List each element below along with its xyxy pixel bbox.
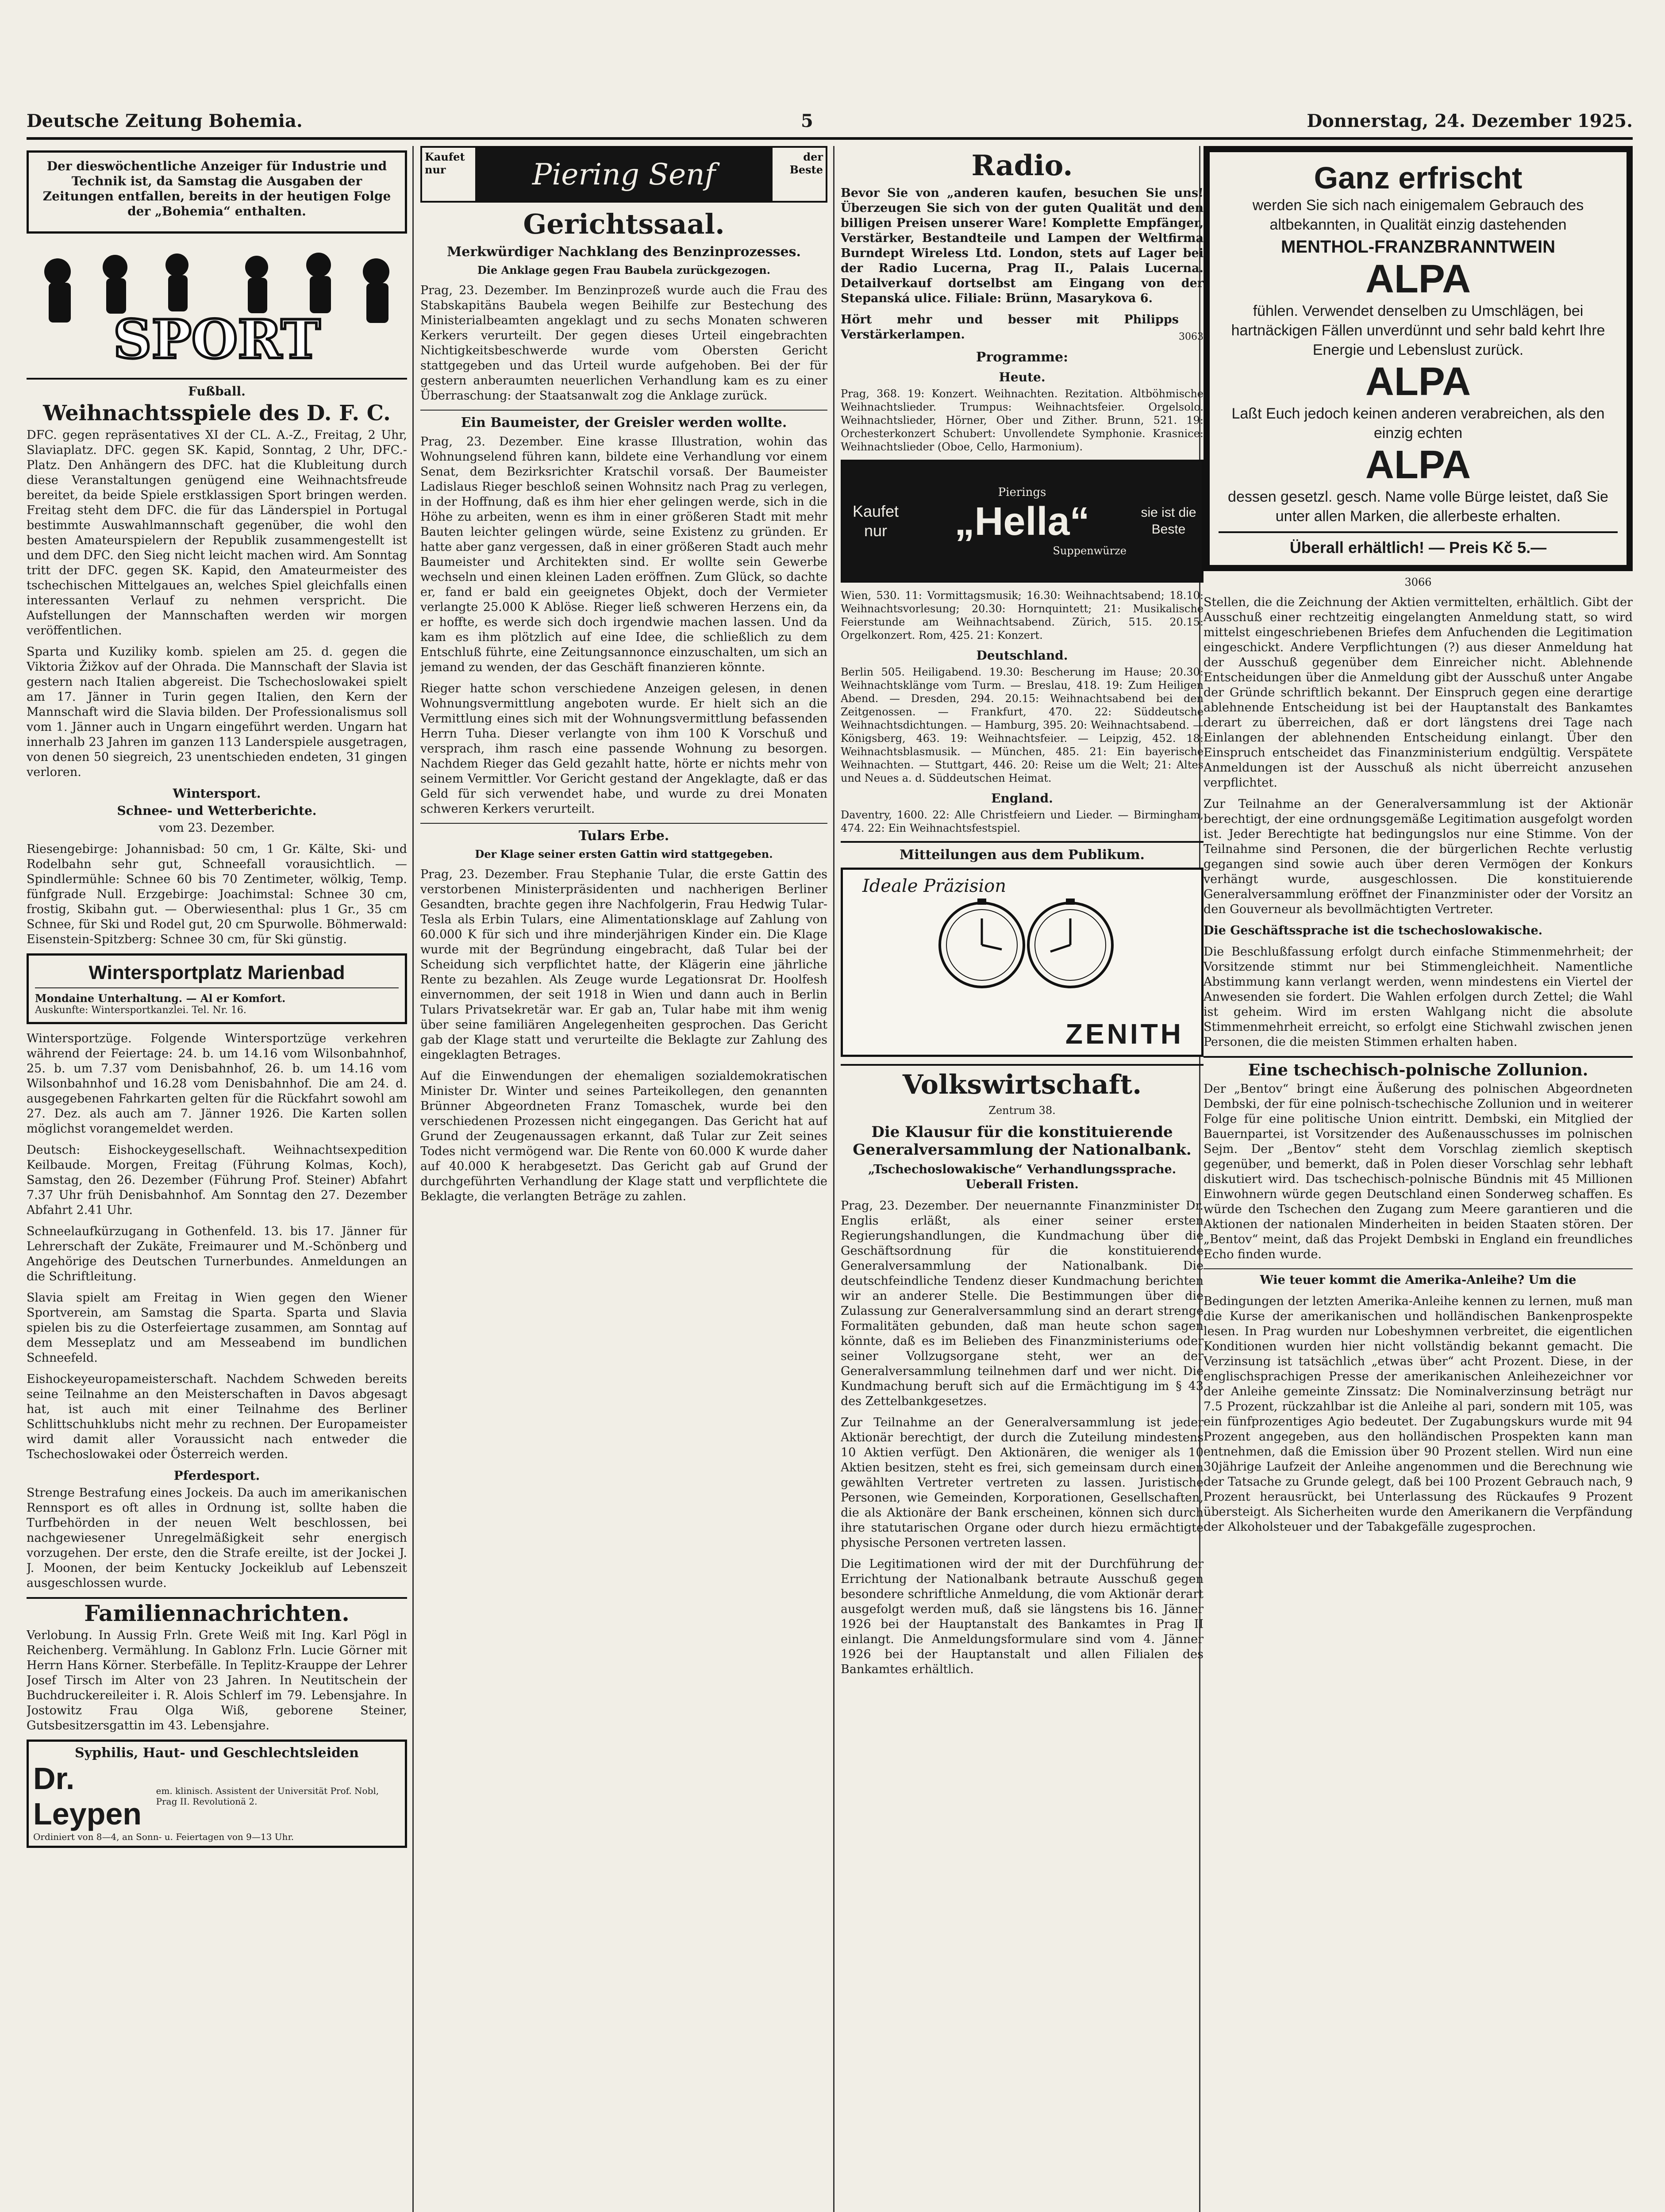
eishockey-article: Eishockeyeuropameisterschaft. Nachdem Schweden bereits seine Teilnahme an den Meisterschaften in Davos abgesagt hat, ist auch mit einer Teilnahme des Berliner Schlittschuhklubs nicht mehr zu rechnen. Der Europameister wird damit aller Voraussicht nach entweder die Tschechoslowakei oder Österreich werden. — [27, 1372, 407, 1461]
wintersport-report: Riesengebirge: Johannisbad: 50 cm, 1 Gr. Kälte, Ski- und Rodelbahn sehr gut, Schneefall vorausichtlich. — Spindlermühle: Schnee 60 bis 70 Zentimeter, wölkig, Temp. fünfgrade Null. Erzgebirge: Joachimstal: Schnee 30 cm, frostig, Skibahn gut. — Oberwiesenthal: plus 1 Gr., 35 cm Schnee, für Ski und Rodel gut, 20 cm Spurwolle. Böhmerwald: Eisenstein-Spitzberg: Schnee 30 cm, für Ski günstig. — [27, 842, 407, 946]
page-number: 5 — [801, 111, 813, 131]
heute-label: Heute. — [999, 370, 1046, 384]
anzeiger-notice: Der dieswöchentliche Anzeiger für Industrie und Technik ist, da Samstag die Ausgaben der Zeitungen entfallen, bereits in der heutigen Folge der „Bohemia“ enthalten. — [42, 159, 391, 219]
alpa-product: MENTHOL-FRANZBRANNTWEIN — [1281, 237, 1555, 257]
newspaper-name: Deutsche Zeitung Bohemia. — [27, 111, 303, 131]
sparta-article: Sparta und Kuziliky komb. spielen am 25. d. gegen die Viktoria Žižkov auf der Ohrada. Die Mannschaft der Slavia ist gestern nach Italien abgereist. Die Tschechoslowakei spielt am 17. Jänner in Turin gegen Italien, den Kern der Mannschaft wird die Slavia bilden. Der Professionalismus soll vom 1. Jänner auch in Ungarn eingeführt werden. Ungarn hat innerhalb 23 Jahren im ganzen 113 Landerspiele ausgetragen, von denen 50 siegreich, 23 unentschieden endeten, 31 gingen verloren. — [27, 645, 407, 779]
zenith-ad — [841, 868, 1204, 1057]
programme-list-2: Wien, 530. 11: Vormittagsmusik; 16.30: Weihnachtsabend; 18.10: Weihnachtsvorlesung; 20.30: Hornquintett; 21: Musikalische Feierstunde am Weihnachtsabend. Zürich, 515. 20.15: Orgelkonzert. Rom, 425. 21: Konzert. — [841, 589, 1204, 641]
zenith-brand: ZENITH — [1065, 1018, 1184, 1050]
g3-article: Prag, 23. Dezember. Frau Stephanie Tular, die erste Gattin des verstorbenen Ministerpräsidenten und nachherigen Berliner Gesandten, brachte gegen ihre Nachfolgerin, Frau Hedwig Tular-Tesla als Erbin Tulars, eine Alimentationsklage auf Zahlung von 60.000 K für sich und ihre minderjährigen Kinder ein. Die Klage wurde mit der Begründung eingebracht, daß Tular bei der Scheidung sich verpflichtet hatte, der Klägerin eine jährliche Rente zu bezahlen. Als Zeuge wurde Legationsrat Dr. Hoolfesh einvernommen, der seit 1918 in Wien und dann auch in Berlin Tulars Privatsekretär war. Er gab an, Tular habe mit ihm wenig über seine familiären Angelegenheiten gesprochen. Das Gericht gab der Klage statt und verurteilte die Beklagte zur Zahlung des eingeklagten Betrages. — [420, 868, 827, 1062]
c4-article-2: Zur Teilnahme an der Generalversammlung ist der Aktionär berechtigt, der eine ordnungsgemäße Legitimation ausgefolgt worden ist. Jeder Berechtigte hat bedingungslos nur eine Stimme. Von der Teilnahme sind Personen, die der bürgerlichen Rechte verlustig gegangen sind sowie auch über deren Vermögen der Konkurs verhängt wurde, ausgeschlossen. Die konstituierende Generalversammlung eröffnet der Finanzminister oder der Vorsitz an den Gouverneur als bevollmächtigten Vertreter. — [1204, 797, 1633, 916]
g3-subhead: Der Klage seiner ersten Gattin wird stattgegeben. — [475, 848, 773, 860]
vw-subhead: „Tschechoslowakische“ Verhandlungssprache. Ueberall Fristen. — [868, 1163, 1177, 1191]
c4-article: Stellen, die die Zeichnung der Aktien vermittelten, erhältlich. Gibt der Ausschuß einer rechtzeitig eingelangten Anmeldung statt, so wird mittelst eingeschriebenen Briefes dem Anfuchenden die Legitimation eingeschickt. Andere Verpflichtungen (?) aus dieser Anmeldung hat der Ausschuß gegenüber dem Einreicher nicht. Ablehnende Entscheidungen über die Anmeldung gibt der Ausschuß unter Angabe der Gründe schriftlich bekannt. Der Einspruch gegen eine derartige ablehnende Entscheidung ist bei der Hauptanstalt des Bankamtes derart zu überreichen, daß er dort längstens drei Tage nach Einlangen der ablehnenden Entscheidung einlangt. Über den Einspruch entscheidet das Finanzministerium endgültig. Verspätete Anmeldungen ist der Ausschuß als nicht überreicht anzusehen verpflichtet. — [1204, 595, 1633, 790]
g3-article-2: Auf die Einwendungen der ehemaligen sozialdemokratischen Minister Dr. Winter und seines Parteikollegen, den genannten Brünner Abgeordneten Franz Tomaschek, wurde bei den verschiedenen Prozessen nicht eingegangen. Das Gericht hat auf Grund der Zeugenaussagen erkannt, daß Tular zur Zeit seines Todes nicht vermögend war. Die Rente von 60.000 K wurde daher auf 40.000 K herabgesetzt. Das Gericht gab auf Grund der durchgeführten Verhandlung der Klage statt und verpflichtete die Beklagte, die verlangten Beträge zu zahlen. — [420, 1069, 827, 1203]
alpa-line-4: dessen gesetzl. gesch. Name volle Bürge leistet, daß Sie unter allen Marken, die allerbeste erhalten. — [1228, 488, 1608, 525]
column-rule — [412, 146, 414, 2212]
alpa-line-3: Laßt Euch jedoch keinen anderen verabreichen, als den einzig echten — [1231, 405, 1605, 442]
programme-title: Programme: — [976, 349, 1069, 365]
alpa-price: Überall erhältlich! — Preis Kč 5.— — [1289, 538, 1547, 557]
sport-wordmark: SPORT — [113, 308, 321, 371]
g1-subhead: Die Anklage gegen Frau Baubela zurückgezogen. — [477, 264, 771, 276]
divider — [27, 1597, 407, 1599]
schneelauf-article: Schneelaufkürzugang in Gothenfeld. 13. bis 17. Jänner für Lehrerschaft der Zukäte, Freimaurer und M.-Schönberg und Angehörige des Deutschen Turnerbundes. Anmeldungen an die Schriftleitung. — [27, 1225, 407, 1283]
wintersport-date: vom 23. Dezember. — [158, 821, 275, 835]
alpa-line-2: fühlen. Verwendet denselben zu Umschlägen, bei hartnäckigen Fällen unverdünnt und sehr bald kehrt Ihre Energie und Lebenslust zurück. — [1231, 303, 1605, 358]
leypen-top: Syphilis, Haut- und Geschlechtsleiden — [75, 1745, 359, 1761]
radio-title: Radio. — [971, 149, 1073, 182]
c4-article-3: Die Beschlußfassung erfolgt durch einfache Stimmenmehrheit; der Vorsitzende stimmt nur bei Stimmengleichheit. Namentliche Abstimmung kann verlangt werden, wenn mindestens ein Viertel der Anwesenden sie fordert. Die Wahlen erfolgen durch Zettel; die Wahl ist geheim. Wird im ersten Wahlgang nicht die absolute Stimmenmehrheit erreicht, so erfolgt eine Stichwahl zwischen jenen Personen, die die meisten Stimmen erhalten haben. — [1204, 945, 1633, 1049]
marienbad-line-2: Auskunfte: Wintersportkanzlei. Tel. Nr. 16. — [35, 1005, 246, 1016]
vw-article-3: Die Legitimationen wird der mit der Durchführung der Errichtung der Nationalbank betraute Ausschuß gegen besondere schriftliche Anmeldung, die vom Aktionär derart ausgefolgt werden muß, daß sie längstens bis 16. Jänner 1926 bei der Hauptanstalt des Bankamtes in Prag II einlangt. Die Anmeldungsformulare sind vom 4. Jänner 1926 bei der Hauptanstalt und allen Filialen des Bankamtes erhältlich. — [841, 1557, 1204, 1676]
wintersport-trains: Wintersportzüge. Folgende Wintersportzüge verkehren während der Feiertage: 24. b. um 14.16 vom Wilsonbahnhof, 25. b. um 7.37 vom Denisbahnhof, 26. b. um 14.16 vom Wilsonbahnhof und 16.28 vom Denisbahnhof. Die am 24. d. ausgegebenen Fahrkarten gelten für die Rückfahrt sowohl am 27. Dez. als auch am 7. Jänner 1926. Die Karten sollen möglichst vorangemeldet werden. — [27, 1032, 407, 1136]
mitteilungen-title: Mitteilungen aus dem Publikum. — [900, 847, 1145, 863]
radio-philips-code: 3063 — [1179, 331, 1204, 342]
hella-brand: „Hella“ — [954, 499, 1090, 544]
zoll-article: Der „Bentov“ bringt eine Äußerung des polnischen Abgeordneten Dembski, der für eine polnisch-tschechische Zollunion und in weiterer Folge für eine politische Union eintritt. Dembski, ein Mitglied der Bauernpartei, ist Vorsitzender des Außenausschusses im polnischen Sejm. Der „Bentov“ steht dem Vorschlag ziemlich skeptisch gegenüber, und bemerkt, daß in Polen dieser Vorschlag sehr lebhaft diskutiert wird. Das tschechisch-polnische Bündnis mit 45 Millionen Einwohnern würde gegen Deutschland einen Sonderweg schaffen. Es würde den Tschechen den Zugang zum Meere garantieren und die Aktionen der nationalen Minderheiten in beiden Staaten stören. Der „Bentov“ meint, daß das Projekt Dembski in England ein freundliches Echo finden wurde. — [1204, 1082, 1633, 1261]
england-label: England. — [991, 791, 1053, 806]
g2-article-2: Rieger hatte schon verschiedene Anzeigen gelesen, in denen Wohnungsvermittlung angeboten wurde. Er hielt sich an die Vermittlung eines sich mit der Wohnungsvermittlung befassenden Herrn Tuha. Dieser verlangte von ihm 100 K Vorschuß und versprach, ihm rasch eine passende Wohnung zu besorgen. Nachdem Rieger das Geld gezahlt hatte, hörte er nichts mehr von seinem Vermittler. Vor Gericht gestand der Angeklagte, daß er das Geld für sich verwendet habe, und wurde zu drei Monaten schweren Kerkers verurteilt. — [420, 682, 827, 816]
vw-subtitle: Zentrum 38. — [988, 1104, 1056, 1117]
familien-title: Familiennachrichten. — [84, 1600, 350, 1626]
g1-article: Prag, 23. Dezember. Im Benzinprozeß wurde auch die Frau des Stabskapitäns Baubela wegen Beihilfe zur Bestechung des Ministerialbeamten angeklagt und zu sechs Monaten schweren Kerkers verurteilt. Der gegen dieses Urteil eingebrachten Nichtigkeitsbeschwerde wurde vom Obersten Gericht stattgegeben und das Urteil wurde aufgehoben. Bei der für gestern anberaumten neuerlichen Verhandlung kam es zu einer Überraschung: der Staatsanwalt zog die Anklage zurück. — [420, 284, 827, 403]
divider — [27, 378, 407, 380]
divider — [841, 1064, 1204, 1066]
c4-sprache: Die Geschäftssprache ist die tschechoslowakische. — [1204, 924, 1543, 937]
watches-illustration — [849, 896, 1185, 1002]
hella-kaufet: Kaufet nur — [852, 502, 899, 540]
column-1 — [27, 146, 407, 2212]
column-rule — [833, 146, 834, 2212]
radio-philips: Hört mehr und besser mit Philipps Verstärkerlampen. — [841, 313, 1179, 342]
alpa-brand-2: ALPA — [1365, 360, 1471, 404]
alpa-line-1: werden Sie sich nach einigemalem Gebrauch des altbekannten, in Qualität einzig dastehenden — [1252, 197, 1584, 233]
leypen-ad — [27, 1740, 407, 1848]
anzeiger-notice-box — [27, 150, 407, 234]
divider — [420, 823, 827, 824]
g1-headline: Merkwürdiger Nachklang des Benzinprozesses. — [447, 244, 801, 260]
wintersport-label: Wintersport. — [173, 786, 261, 801]
deutschland-label: Deutschland. — [976, 648, 1068, 663]
vw-article: Prag, 23. Dezember. Der neuernannte Finanzminister Dr. Englis erläßt, als einer seiner ersten Regierungshandlungen, die Kundmachung über die Geschäftsordnung für die konstituierende Generalversammlung der Nationalbank. Die deutschfeindliche Tendenz dieser Kundmachung berichten wir an anderer Stelle. Die Bestimmungen über die Zulassung zur Generalversammlung sind an derart strenge Formalitäten gebunden, daß man heute schon sagen könnte, daß es im Belieben des Finanzministeriums oder seiner Vollzugsorgane steht, wer an der Generalversammlung teilnehmen darf und wer nicht. Die Kundmachung beruft sich auf die Ermächtigung im § 43 des Zettelbankgesetzes. — [841, 1199, 1204, 1408]
leypen-hours: Ordiniert von 8—4, an Sonn- u. Feiertagen von 9—13 Uhr. — [33, 1832, 294, 1842]
deutsch-article: Deutsch: Eishockeygesellschaft. Weihnachtsexpedition Keilbaude. Morgen, Freitag (Führung Kolmas, Koch), Samstag, den 26. Dezember (Führung Prof. Steiner) Abfahrt 7.37 Uhr früh Denisbahnhof. Am Sonntag den 27. Dezember Abfahrt 2.41 Uhr. — [27, 1143, 407, 1217]
gericht-title: Gerichtssaal. — [523, 208, 725, 240]
dfc-article: DFC. gegen repräsentatives XI der CL. A.-Z., Freitag, 2 Uhr, Slaviaplatz. DFC. gegen SK. Kapid, Sonntag, 2 Uhr, DFC.-Platz. Den Anhängern des DFC. hat die Klubleitung durch diese Veranstaltungen genügend eine Weihnachtsfreude bereitet, da beide Spiele erstklassigen Sport bringen werden. Freitag steht dem DFC. die für das Länderspiel in Portugal bestimmte Auswahlmannschaft gegenüber, die wohl den besten Amateurspielern der Republik zusammengestellt ist und dem DFC. den Sieg nicht leicht machen wird. Am Sonntag tritt der DFC. gegen SK. Kapid, den Amateurmeister des tschechischen Mittelgaues an, welches Spiel gleichfalls einen interessanten Verlauf zu nehmen verspricht. Die Aufstellungen der Mannschaften werden wir morgen veröffentlichen. — [27, 428, 407, 637]
radio-ad: Bevor Sie von „anderen kaufen, besuchen Sie uns! Überzeugen Sie sich von der guten Qualität und den billigen Preisen unserer Ware! Komplette Empfänger, Verstärker, Bestandteile und Lampen der Weltfirma Burndept Wireless Ltd. London, stets auf Lager bei der Radio Lucerna, Prag II., Palais Lucerna. Detailverkauf dortselbst am Eingang von der Stepanská ulice. Filiale: Brünn, Masarykova 6. — [841, 186, 1204, 305]
marienbad-line: Mondaine Unterhaltung. — Al er Komfort. — [35, 992, 286, 1005]
senf-beste: der Beste — [773, 148, 826, 201]
familien-article: Verlobung. In Aussig Frln. Grete Weiß mit Ing. Karl Pögl in Reichenberg. Vermählung. In Gablonz Frln. Lucie Görner mit Herrn Hans Körner. Sterbefälle. In Teplitz-Krauppe der Lehrer Josef Tirsch im Alter von 23 Jahren. In Neutitschein der Buchdruckereileiter i. R. Alois Schlerf im 79. Lebensjahre. In Jostowitz Frau Olga Wiß, geborene Steiner, Gutsbesitzersgattin im 43. Lebensjahre. — [27, 1628, 407, 1732]
pferdesport-label: Pferdesport. — [173, 1468, 260, 1483]
alpa-brand: ALPA — [1365, 257, 1471, 301]
programme-list: Prag, 368. 19: Konzert. Weihnachten. Rezitation. Altböhmische Weihnachtslieder. Trumpus: Weihnachtsfeier. Orgelsolo. Weihnachtslieder, Hörner, Ober und Zither. Brunn, 521. 19: Orchesterkonzert Schubert: Unvollendete Symphonie. Krasnice: Weihnachtslieder (Oboe, Cello, Harmonium). — [841, 388, 1204, 453]
alpa-headline: Ganz erfrischt — [1314, 161, 1523, 195]
pferdesport-article: Strenge Bestrafung eines Jockeis. Da auch im amerikanischen Rennsport es oft alles in Ordnung ist, sollte haben die Turfbehörden in der neuen Welt beschlossen, bei nachgewiesener Unregelmäßigkeit sehr energisch vorzugehen. Der erste, den die Strafe ereilte, ist der Jockei J. J. Moonen, der beim Kentucky Jockeiklub auf Lebenszeit ausgeschlossen wurde. — [27, 1486, 407, 1590]
leypen-detail: em. klinisch. Assistent der Universität Prof. Nobl, Prag II. Revolutionä 2. — [156, 1786, 379, 1807]
programme-germany: Berlin 505. Heiligabend. 19.30: Bescherung im Hause; 20.30: Weihnachtsklänge vom Turm. — Breslau, 418. 19: Zum Heiligen Abend. — Dresden, 294. 20.15: Weihnachtsabend bei den Zeitgenossen. — Frankfurt, 470. 22: Süddeutsche Weihnachtsdichtungen. — Hamburg, 395. 20: Weihnachtsabend. — Königsberg, 463. 19: Weihnachtsfeier. — Leipzig, 452. 18: Weihnachtsblasmusik. — München, 485. 21: Ein bayerische Weihnachten. — Stuttgart, 446. 20: Reise um die Welt; 21: Altes und Neues a. d. Süddeutschen Heimat. — [841, 666, 1204, 784]
hella-beste: sie ist die Beste — [1141, 505, 1196, 537]
g2-headline: Ein Baumeister, der Greisler werden wollte. — [461, 415, 787, 430]
anleihe-article: Bedingungen der letzten Amerika-Anleihe kennen zu lernen, muß man die Kurse der amerikanischen und holländischen Bankenprospekte lesen. In Prag wurden nur Lobeshymnen verbreitet, die eigentlichen Konditionen wurden hier nicht vollständig bekannt gemacht. Die Verzinsung ist tatsächlich „etwas über“ acht Prozent. Diese, in der englischsprachigen Presse der amerikanischen Anleihezeichner vor der Anleihe gemeinte Zinssatz: Die Nominalverzinsung beträgt nur 7.5 Prozent, rückzahlbar ist die Anleihe al pari, sondern mit 105, was ein fünfprozentiges Agio bedeutet. Der Zugabungskurs wurde mit 94 Prozent angegeben, aus den holländischen Prospekten kann man entnehmen, daß die Emission über 90 Prozent stellen. Wird nun eine 30jährige Laufzeit der Anleihe angenommen und die Berechnung wie der Tatsache zu Grunde gelegt, daß bei 100 Prozent Gebrauch nach, 9 Prozent herausrückt, bei Unterlassung des Rückaufes 9 Prozent übersteigt. Als Sicherheiten wurde den Amerikanern die Verpfändung der Alkoholsteuer und der Tabakgefälle zugesprochen. — [1204, 1294, 1633, 1534]
alpa-code: 3066 — [1404, 576, 1432, 588]
hella-piering: Pierings — [998, 485, 1046, 499]
senf-brand: Piering Senf — [532, 157, 716, 192]
divider — [420, 410, 827, 411]
alpa-ad — [1204, 146, 1633, 571]
wintersport-subhead: Schnee- und Wetterberichte. — [117, 803, 317, 818]
divider — [841, 841, 1204, 843]
vw-headline: Die Klausur für die konstituierende Generalversammlung der Nationalbank. — [853, 1123, 1192, 1159]
g2-article: Prag, 23. Dezember. Eine krasse Illustration, wohin das Wohnungselend führen kann, bildete eine Verhandlung vor einem Senat, dem Bezirksrichter Kratschil vorsaß. Der Baumeister Ladislaus Rieger beschloß seinen Wohnsitz nach Prag zu verlegen, in der Hoffnung, daß es ihm hier eher gelingen werde, sich in die Höhe zu arbeiten, wenn es ihm in einer größeren Stadt mit mehr Bauten leichter gelingen würde, seine Existenz zu gründen. Er hatte aber ganz vergessen, daß in einer größeren Stadt auch mehr Baumeister und Architekten sind. Er wollte sein Gewerbe wechseln und einen kleinen Laden eröffnen. Zum Glück, so dachte er, fand er bald ein geeignetes Objekt, doch der Vermieter verlangte 25.000 K Ablöse. Rieger ließ schweren Herzens ein, da er hoffte, es werde sich doch irgendwie machen lassen. Und da kam es ihm plötzlich auf eine Idee, die schließlich zu dem Entschluß führte, eine Zeitungsannonce einzuschalten, um sich an jemand zu wenden, der das Geschäft finanzieren könnte. — [420, 435, 827, 674]
column-2 — [420, 146, 827, 2212]
sport-illustration — [27, 241, 407, 373]
column-4 — [1204, 146, 1633, 2212]
alpa-brand-3: ALPA — [1365, 443, 1471, 487]
sport-logo — [27, 241, 407, 373]
column-3 — [841, 146, 1204, 2212]
dfc-headline: Weihnachtsspiele des D. F. C. — [43, 401, 391, 426]
marienbad-title: Wintersportplatz Marienbad — [88, 962, 345, 983]
divider — [1204, 1056, 1633, 1058]
fussball-label: Fußball. — [188, 384, 246, 399]
g3-headline: Tulars Erbe. — [578, 828, 669, 844]
zenith-tagline: Ideale Präzision — [862, 876, 1007, 896]
marienbad-ad — [27, 953, 407, 1024]
zoll-title: Eine tschechisch-polnische Zollunion. — [1248, 1061, 1588, 1079]
slavia-article: Slavia spielt am Freitag in Wien gegen den Wiener Sportverein, am Samstag die Sparta. Sparta und Slavia spielen bis zu die Osterfeiertage zusammen, am Sonntag auf dem Messeplatz und am Messeabend im bundlichen Schneefeld. — [27, 1291, 407, 1365]
senf-ad — [420, 146, 827, 203]
divider — [35, 987, 399, 988]
issue-date: Donnerstag, 24. Dezember 1925. — [1307, 111, 1633, 131]
masthead — [27, 111, 1633, 140]
senf-kaufet: Kaufet nur — [422, 148, 475, 201]
divider — [1204, 1268, 1633, 1269]
anleihe-title: Wie teuer kommt die Amerika-Anleihe? Um die — [1260, 1273, 1577, 1287]
hella-ad — [841, 460, 1204, 583]
vw-article-2: Zur Teilnahme an der Generalversammlung ist jeder Aktionär berechtigt, der durch die Zuteilung mindestens 10 Aktien verfügt. Den Aktionären, die weniger als 10 Aktien besitzen, steht es frei, sich gemeinsam durch einen gewählten Vertreter vertreten zu lassen. Juristische Personen, wie Gemeinden, Korporationen, Gesellschaften, die als Aktionäre der Bank erscheinen, können sich durch ihre statutarischen Organe oder durch hiezu ermächtigte physische Personen vertreten lassen. — [841, 1416, 1204, 1550]
leypen-name: Dr. Leypen — [33, 1761, 142, 1831]
programme-england: Daventry, 1600. 22: Alle Christfeiern und Lieder. — Birmingham, 474. 22: Ein Weihnachtsfestspiel. — [841, 809, 1204, 834]
vw-title: Volkswirtschaft. — [902, 1069, 1142, 1100]
hella-sub: Suppenwürze — [1053, 544, 1127, 557]
